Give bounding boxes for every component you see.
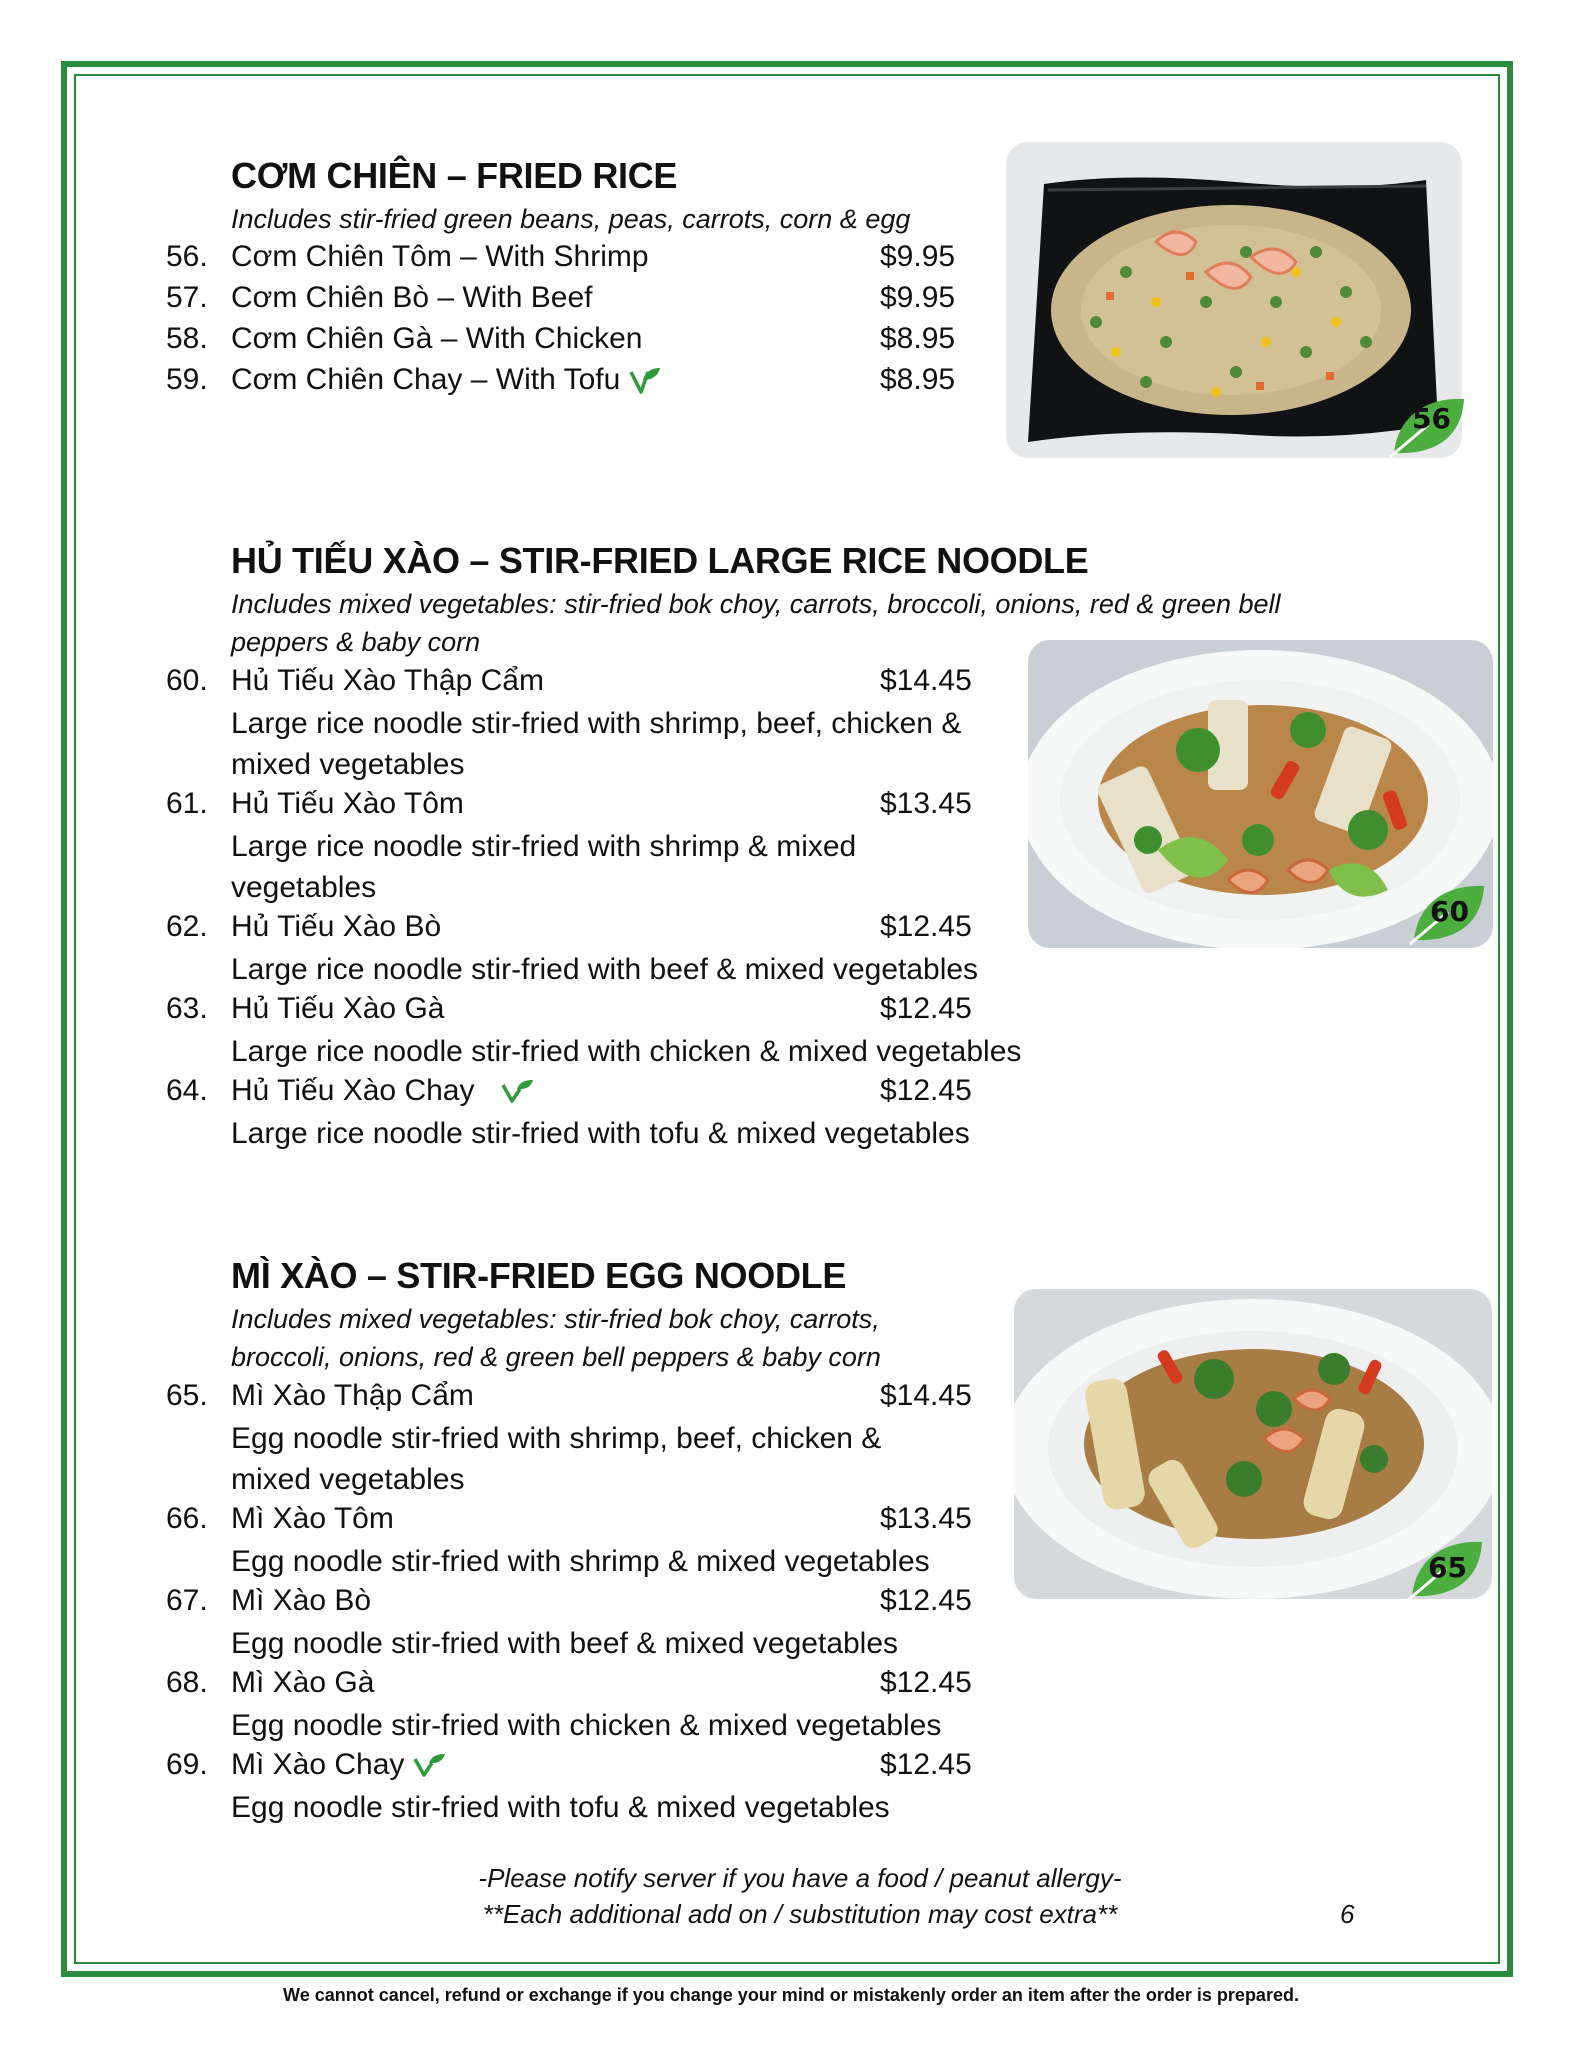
desc-line: vegetables <box>231 871 377 904</box>
item-price: $14.45 <box>880 664 972 697</box>
item-description <box>231 1623 898 1664</box>
item-name-wrap <box>231 1074 534 1108</box>
desc-line: Large rice noodle stir-fried with beef & mixed vegetables <box>231 953 979 986</box>
item-price: $13.45 <box>880 787 972 820</box>
item-number: 68. <box>166 1666 208 1699</box>
page-number: 6 <box>1340 1899 1355 1929</box>
intro-line: Includes mixed vegetables: stir-fried bok choy, carrots, broccoli, onions, red & green bell <box>231 589 1281 619</box>
item-description <box>231 703 961 785</box>
item-name: Mì Xào Thập Cẩm <box>231 1379 474 1412</box>
item-number: 58. <box>166 322 208 355</box>
item-name: Cơm Chiên Tôm – With Shrimp <box>231 240 649 273</box>
item-number: 69. <box>166 1748 208 1781</box>
item-name: Hủ Tiếu Xào Bò <box>231 910 442 943</box>
item-name-wrap <box>231 363 662 397</box>
item-name: Mì Xào Chay <box>231 1748 405 1781</box>
intro-line: peppers & baby corn <box>231 627 481 657</box>
item-price: $12.45 <box>880 1074 972 1107</box>
desc-line: Large rice noodle stir-fried with tofu & mixed vegetables <box>231 1117 970 1150</box>
item-price: $9.95 <box>880 240 956 273</box>
item-price: $12.45 <box>880 1666 972 1699</box>
item-description <box>231 1031 1021 1072</box>
item-price: $9.95 <box>880 281 956 314</box>
desc-line: Egg noodle stir-fried with chicken & mixed vegetables <box>231 1709 942 1742</box>
item-price: $8.95 <box>880 322 956 355</box>
item-price: $12.45 <box>880 1748 972 1781</box>
item-description <box>231 949 978 990</box>
photo-badge-number: 65 <box>1428 1551 1467 1584</box>
item-number: 63. <box>166 992 208 1025</box>
item-name: Cơm Chiên Chay – With Tofu <box>231 363 621 396</box>
item-price: $12.45 <box>880 1584 972 1617</box>
item-name: Hủ Tiếu Xào Gà <box>231 992 445 1025</box>
desc-line: Large rice noodle stir-fried with shrimp & mixed <box>231 830 857 863</box>
vegetarian-leaf-icon <box>412 1751 446 1781</box>
item-price: $8.95 <box>880 363 956 396</box>
addon-note: **Each additional add on / substitution may cost extra** <box>482 1899 1118 1929</box>
item-number: 56. <box>166 240 208 273</box>
desc-line: Egg noodle stir-fried with beef & mixed vegetables <box>231 1627 899 1660</box>
item-price: $14.45 <box>880 1379 972 1412</box>
item-name: Cơm Chiên Bò – With Beef <box>231 281 593 314</box>
item-number: 65. <box>166 1379 208 1412</box>
section-title-egg-noodle: MÌ XÀO – STIR-FRIED EGG NOODLE <box>231 1255 847 1296</box>
item-name: Mì Xào Gà <box>231 1666 375 1699</box>
item-name: Cơm Chiên Gà – With Chicken <box>231 322 643 355</box>
item-price: $12.45 <box>880 992 972 1025</box>
item-number: 64. <box>166 1074 208 1107</box>
desc-line: Large rice noodle stir-fried with chicken & mixed vegetables <box>231 1035 1022 1068</box>
item-name: Hủ Tiếu Xào Thập Cẩm <box>231 664 544 697</box>
desc-line: mixed vegetables <box>231 748 465 781</box>
order-disclaimer: We cannot cancel, refund or exchange if you change your mind or mistakenly order an item after the order is prepared. <box>283 1985 1299 2005</box>
item-price: $13.45 <box>880 1502 972 1535</box>
desc-line: Egg noodle stir-fried with shrimp & mixed vegetables <box>231 1545 930 1578</box>
item-price: $12.45 <box>880 910 972 943</box>
item-description <box>231 826 856 908</box>
item-name-wrap <box>231 1748 446 1782</box>
desc-line: Large rice noodle stir-fried with shrimp, beef, chicken & <box>231 707 962 740</box>
section-title-fried-rice: CƠM CHIÊN – FRIED RICE <box>231 155 678 196</box>
desc-line: mixed vegetables <box>231 1463 465 1496</box>
item-description <box>231 1705 941 1746</box>
item-description <box>231 1787 890 1828</box>
intro-line: Includes mixed vegetables: stir-fried bok choy, carrots, <box>231 1304 880 1334</box>
item-description <box>231 1113 970 1154</box>
section-intro-fried-rice: Includes stir-fried green beans, peas, carrots, corn & egg <box>231 204 911 234</box>
photo-badge-number: 56 <box>1412 402 1451 435</box>
item-name: Hủ Tiếu Xào Chay <box>231 1074 475 1107</box>
item-name: Hủ Tiếu Xào Tôm <box>231 787 464 820</box>
item-number: 59. <box>166 363 208 396</box>
item-name: Mì Xào Bò <box>231 1584 372 1617</box>
vegetarian-leaf-icon <box>628 366 662 396</box>
section-title-rice-noodle: HỦ TIẾU XÀO – STIR-FRIED LARGE RICE NOODLE <box>231 540 1089 581</box>
item-number: 57. <box>166 281 208 314</box>
item-number: 66. <box>166 1502 208 1535</box>
section-intro-egg-noodle <box>231 1300 881 1376</box>
item-number: 60. <box>166 664 208 697</box>
item-name: Mì Xào Tôm <box>231 1502 394 1535</box>
item-number: 67. <box>166 1584 208 1617</box>
intro-line: broccoli, onions, red & green bell peppers & baby corn <box>231 1342 881 1372</box>
item-number: 61. <box>166 787 208 820</box>
vegetarian-leaf-icon <box>500 1077 534 1107</box>
photo-badge-number: 60 <box>1430 895 1469 928</box>
item-description <box>231 1418 881 1500</box>
desc-line: Egg noodle stir-fried with tofu & mixed vegetables <box>231 1791 890 1824</box>
item-description <box>231 1541 930 1582</box>
allergy-note: -Please notify server if you have a food / peanut allergy- <box>478 1863 1122 1893</box>
desc-line: Egg noodle stir-fried with shrimp, beef, chicken & <box>231 1422 882 1455</box>
item-number: 62. <box>166 910 208 943</box>
